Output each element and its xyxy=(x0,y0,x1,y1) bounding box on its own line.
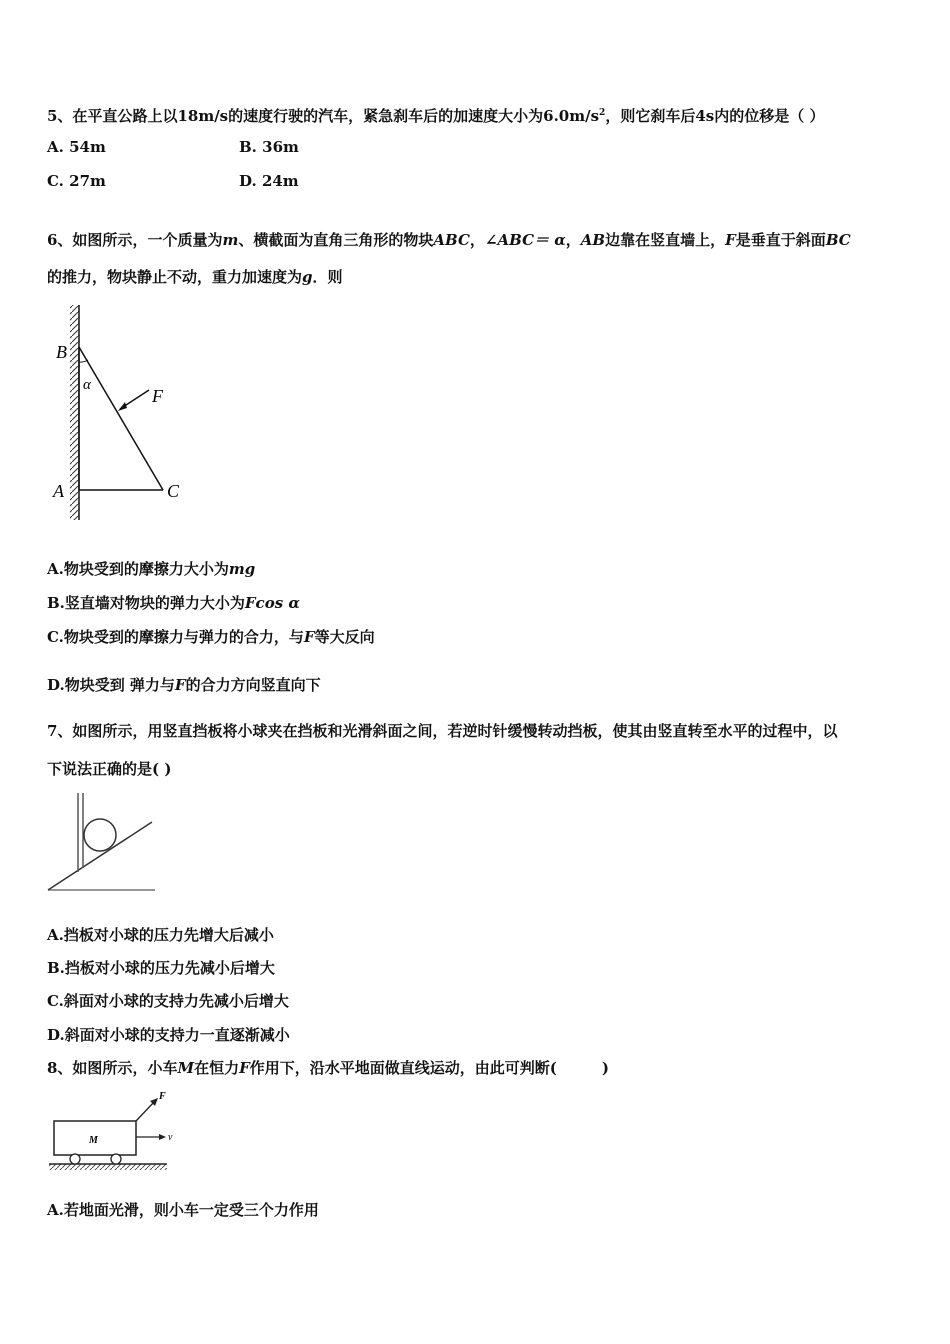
q7-option-a[interactable]: A.挡板对小球的压力先增大后减小 xyxy=(47,926,274,944)
label-v: v xyxy=(168,1132,173,1143)
wall-hatching xyxy=(70,305,79,520)
q5-option-c[interactable]: C. 27m xyxy=(47,172,106,190)
q6-triangle-figure xyxy=(48,300,208,525)
ball xyxy=(84,819,116,851)
q5-option-b[interactable]: B. 36m xyxy=(239,138,299,156)
label-b: B xyxy=(56,342,67,362)
force-arrow-head xyxy=(118,402,127,411)
q8-cart-figure xyxy=(47,1088,182,1173)
incline-line xyxy=(48,822,152,890)
q7-option-c[interactable]: C.斜面对小球的支持力先减小后增大 xyxy=(47,992,289,1010)
label-c: C xyxy=(167,481,180,501)
velocity-arrow-head xyxy=(159,1134,166,1140)
q7-stem-line1: 7、如图所示，用竖直挡板将小球夹在挡板和光滑斜面之间，若逆时针缓慢转动挡板，使其由竖直转至水平的过程中，以 xyxy=(47,722,838,740)
q7-option-d[interactable]: D.斜面对小球的支持力一直逐渐减小 xyxy=(47,1026,290,1044)
triangle-side-bc xyxy=(79,347,163,490)
q5-option-a[interactable]: A. 54m xyxy=(47,138,106,156)
ground-hatching xyxy=(49,1164,167,1170)
label-alpha: α xyxy=(83,377,91,393)
q6-option-b[interactable]: B.竖直墙对物块的弹力大小为Fcos α xyxy=(47,594,300,612)
q6-option-a[interactable]: A.物块受到的摩擦力大小为mg xyxy=(47,560,256,578)
q6-stem-line2: 的推力，物块静止不动，重力加速度为g．则 xyxy=(47,268,343,286)
q8-stem: 8、如图所示，小车M在恒力F作用下，沿水平地面做直线运动，由此可判断( ) xyxy=(47,1059,609,1077)
q7-option-b[interactable]: B.挡板对小球的压力先减小后增大 xyxy=(47,959,275,977)
q6-option-d[interactable]: D.物块受到 弹力与F的合力方向竖直向下 xyxy=(47,676,321,694)
q6-stem-line1: 6、如图所示，一个质量为m、横截面为直角三角形的物块ABC，∠ABC＝ α，AB边靠在竖直墙上，F是垂直于斜面BC xyxy=(47,231,851,249)
q7-stem-line2: 下说法正确的是( ) xyxy=(47,760,172,778)
q5-stem: 5、在平直公路上以18m/s的速度行驶的汽车，紧急刹车后的加速度大小为$6.0m/s^2$，则它刹车后4s内的位移是（ ） xyxy=(47,107,825,125)
label-f: F xyxy=(152,386,163,406)
q7-ball-incline-figure xyxy=(45,790,160,895)
q5-option-d[interactable]: D. 24m xyxy=(239,172,299,190)
wheel-right xyxy=(111,1154,121,1164)
wheel-left xyxy=(70,1154,80,1164)
label-f: F xyxy=(159,1091,166,1102)
q8-option-a[interactable]: A.若地面光滑，则小车一定受三个力作用 xyxy=(47,1201,319,1219)
q6-option-c[interactable]: C.物块受到的摩擦力与弹力的合力，与F等大反向 xyxy=(47,628,375,646)
label-m: M xyxy=(89,1135,98,1146)
label-a: A xyxy=(53,481,64,501)
angle-arc xyxy=(79,360,88,362)
